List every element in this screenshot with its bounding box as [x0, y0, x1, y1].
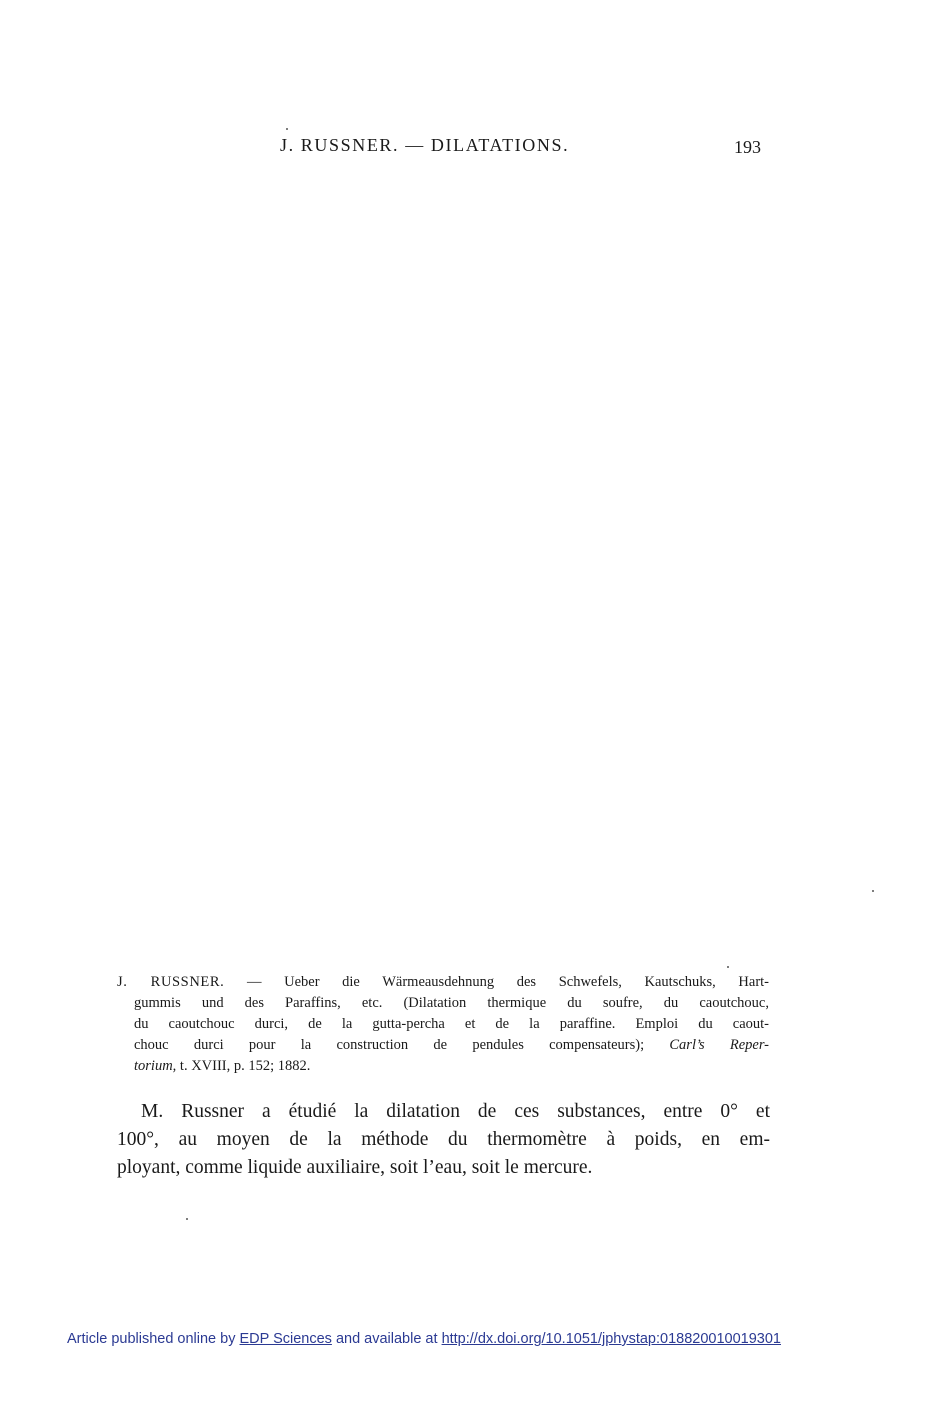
bibliographic-reference — [117, 972, 769, 1077]
reference-line — [117, 1056, 769, 1077]
paragraph-line: M. Russner a étudié la dilatation de ces substances, entre 0° et — [141, 1101, 770, 1122]
doi-link[interactable]: http://dx.doi.org/10.1051/jphystap:018820010019301 — [441, 1331, 781, 1347]
footer-text: Article published online by — [67, 1331, 240, 1347]
journal-title: Carl’s Reper- — [669, 1037, 769, 1053]
scan-speck — [186, 1218, 188, 1220]
reference-text: — Ueber die Wärmeausdehnung des Schwefels, Kautschuks, Hart- — [224, 974, 770, 990]
reference-line — [117, 1035, 769, 1056]
reference-line: du caoutchouc durci, de la gutta-percha et de la paraffine. Emploi du caout- — [134, 1016, 769, 1032]
scan-speck — [727, 966, 729, 968]
journal-title: torium, — [134, 1058, 177, 1074]
scan-speck — [872, 890, 874, 892]
paragraph-line: 100°, au moyen de la méthode du thermomètre à poids, en em- — [117, 1129, 770, 1150]
body-paragraph — [117, 1098, 770, 1182]
reference-line — [117, 972, 769, 993]
running-title: J. RUSSNER. — DILATATIONS. — [280, 135, 570, 155]
footer-text: and available at — [331, 1331, 442, 1347]
scan-speck — [286, 128, 288, 130]
publisher-link[interactable]: EDP Sciences — [239, 1331, 332, 1347]
reference-author: J. RUSSNER. — [117, 974, 225, 990]
reference-text: t. XVIII, p. 152; 1882. — [176, 1058, 311, 1074]
paragraph-line: ployant, comme liquide auxiliaire, soit l’eau, soit le mercure. — [117, 1157, 593, 1178]
reference-line: gummis und des Paraffins, etc. (Dilatation thermique du soufre, du caoutchouc, — [134, 995, 769, 1011]
page-number: 193 — [734, 137, 761, 157]
reference-text: chouc durci pour la construction de pendules compensateurs); — [134, 1037, 670, 1053]
publication-footer — [67, 1331, 781, 1347]
